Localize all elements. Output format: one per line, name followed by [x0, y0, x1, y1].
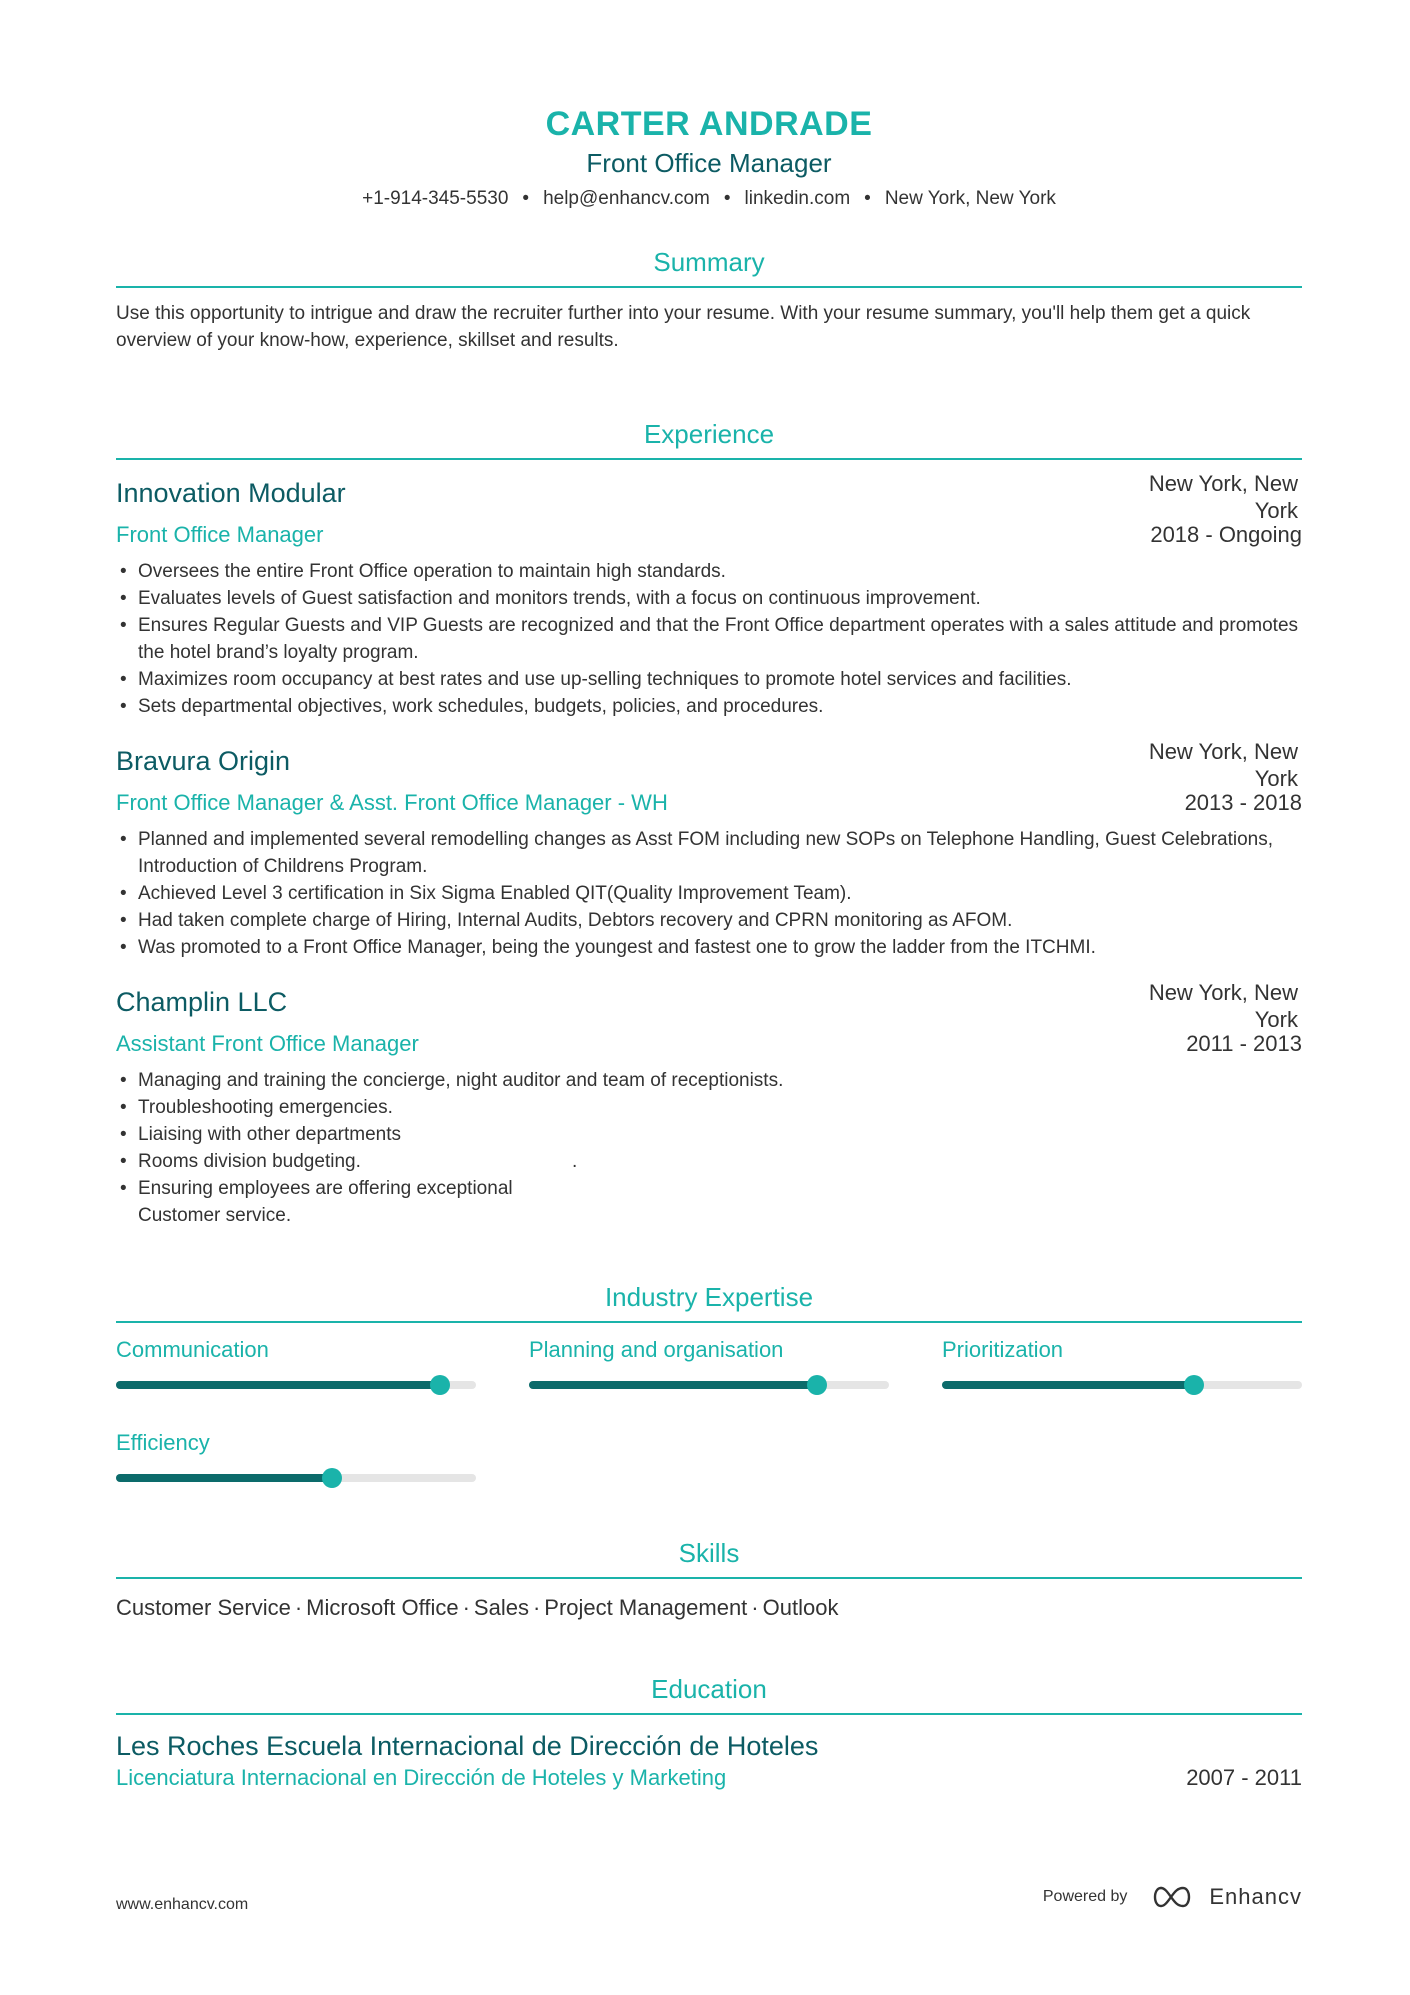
education-school: Les Roches Escuela Internacional de Dirección de Hoteles: [116, 1731, 819, 1761]
bullet-item: • Had taken complete charge of Hiring, Internal Audits, Debtors recovery and CPRN monitoring as AFOM.: [116, 907, 1302, 934]
bullet-item: • Sets departmental objectives, work schedules, budgets, policies, and procedures.: [116, 693, 1302, 720]
expertise-item: [116, 1335, 476, 1389]
separator-dot: ·: [294, 1595, 303, 1620]
expertise-bar-knob: [322, 1468, 342, 1488]
expertise-label: Planning and organisation: [529, 1337, 784, 1362]
expertise-grid: [116, 1323, 1302, 1493]
resume-page: [116, 0, 1302, 1795]
summary-section: [116, 246, 1302, 354]
bullet-item: • Managing and training the concierge, night auditor and team of receptionists.: [116, 1067, 1302, 1094]
job-entry: [116, 734, 1302, 961]
expertise-item: [116, 1428, 476, 1482]
job-entry: [116, 466, 1302, 720]
phone[interactable]: +1-914-345-5530: [362, 188, 509, 209]
summary-text: Use this opportunity to intrigue and draw the recruiter further into your resume. With your resume summary, you'll help them get a quick overview of your know-how, experience, skillset and results.: [116, 303, 1251, 351]
skills-section: [116, 1537, 1302, 1623]
job-bullets: [116, 558, 1302, 720]
section-divider: [116, 1713, 1302, 1715]
expertise-bar-fill: [116, 1474, 332, 1482]
skills-heading: Skills: [678, 1538, 740, 1568]
expertise-bar: [116, 1474, 476, 1482]
job-bullets: [116, 1067, 1302, 1229]
candidate-title: Front Office Manager: [586, 148, 832, 178]
bullet-item: • Rooms division budgeting. .: [116, 1148, 1302, 1175]
job-entry: [116, 975, 1302, 1229]
footer-branding: [1043, 1884, 1302, 1910]
bullet-item: • Troubleshooting emergencies.: [116, 1094, 1302, 1121]
location: New York, New York: [884, 188, 1056, 209]
expertise-label: Efficiency: [116, 1430, 210, 1455]
bullet-item: • Was promoted to a Front Office Manager, being the youngest and fastest one to grow the ladder from the ITCHMI.: [116, 934, 1302, 961]
skills-list: [116, 1593, 1302, 1623]
expertise-label: Communication: [116, 1337, 269, 1362]
resume-header: [116, 0, 1302, 212]
skill-tag: Microsoft Office: [306, 1595, 459, 1620]
bullet-item: • Oversees the entire Front Office operation to maintain high standards.: [116, 558, 1302, 585]
experience-heading: Experience: [643, 419, 775, 449]
skill-tag: Customer Service: [116, 1595, 291, 1620]
section-divider: [116, 286, 1302, 288]
footer-website-link[interactable]: www.enhancv.com: [116, 1896, 249, 1913]
expertise-section: [116, 1281, 1302, 1493]
contact-line: [116, 186, 1302, 212]
company-name: Innovation Modular: [116, 478, 346, 508]
separator-dot: ·: [532, 1595, 541, 1620]
job-bullets: [116, 826, 1302, 961]
job-role: Assistant Front Office Manager: [116, 1031, 419, 1056]
education-dates: 2007 - 2011: [1186, 1765, 1302, 1790]
bullet-item: • Achieved Level 3 certification in Six Sigma Enabled QIT(Quality Improvement Team).: [116, 880, 1302, 907]
education-section: [116, 1673, 1302, 1795]
expertise-label: Prioritization: [942, 1337, 1064, 1362]
job-dates: 2011 - 2013: [1186, 1031, 1302, 1056]
bullet-item: • Evaluates levels of Guest satisfaction and monitors trends, with a focus on continuous improvement.: [116, 585, 1302, 612]
job-location: New York, New York: [1148, 739, 1298, 791]
job-location: New York, New York: [1148, 980, 1298, 1032]
expertise-bar: [942, 1381, 1302, 1389]
expertise-bar-knob: [430, 1375, 450, 1395]
expertise-bar: [116, 1381, 476, 1389]
bullet-item: • Ensures Regular Guests and VIP Guests are recognized and that the Front Office department operates with a sales attitude and promotes the hotel brand’s loyalty program.: [116, 612, 1302, 666]
bullet-item: • Liaising with other departments: [116, 1121, 1302, 1148]
separator-dot: •: [723, 188, 731, 209]
expertise-bar-fill: [116, 1381, 440, 1389]
skill-tag: Outlook: [762, 1595, 839, 1620]
expertise-bar-fill: [942, 1381, 1194, 1389]
education-heading: Education: [651, 1674, 767, 1704]
company-name: Bravura Origin: [116, 746, 291, 776]
job-dates: 2018 - Ongoing: [1150, 522, 1302, 547]
candidate-name: CARTER ANDRADE: [545, 105, 873, 143]
brand-name: Enhancv: [1209, 1884, 1302, 1909]
skill-tag: Sales: [473, 1595, 529, 1620]
email-link[interactable]: help@enhancv.com: [543, 188, 710, 209]
company-name: Champlin LLC: [116, 987, 288, 1017]
separator-dot: ·: [462, 1595, 470, 1620]
bullet-item: • Ensuring employees are offering exceptional Customer service.: [116, 1175, 576, 1229]
separator-dot: •: [522, 188, 530, 209]
expertise-bar: [529, 1381, 889, 1389]
enhancv-logo-icon: [1151, 1884, 1199, 1910]
summary-heading: Summary: [653, 247, 765, 277]
expertise-heading: Industry Expertise: [604, 1282, 814, 1312]
powered-by-label: Powered by: [1042, 1888, 1128, 1905]
expertise-bar-knob: [807, 1375, 827, 1395]
skill-tag: Project Management: [544, 1595, 748, 1620]
expertise-bar-knob: [1184, 1375, 1204, 1395]
job-role: Front Office Manager: [116, 522, 324, 547]
job-role: Front Office Manager & Asst. Front Office Manager - WH: [116, 790, 668, 815]
expertise-bar-fill: [529, 1381, 817, 1389]
education-degree: Licenciatura Internacional en Dirección de Hoteles y Marketing: [116, 1765, 727, 1790]
expertise-item: [529, 1335, 889, 1389]
bullet-item: • Planned and implemented several remodelling changes as Asst FOM including new SOPs on Telephone Handling, Guest Celebrations, Introduction of Childrens Program.: [116, 826, 1302, 880]
section-divider: [116, 1577, 1302, 1579]
separator-dot: •: [864, 188, 871, 209]
separator-dot: ·: [751, 1595, 759, 1620]
section-divider: [116, 458, 1302, 460]
job-dates: 2013 - 2018: [1184, 790, 1302, 815]
expertise-item: [942, 1335, 1302, 1389]
experience-section: [116, 418, 1302, 1229]
linkedin-link[interactable]: linkedin.com: [744, 188, 851, 209]
bullet-item: • Maximizes room occupancy at best rates and use up-selling techniques to promote hotel services and facilities.: [116, 666, 1302, 693]
job-location: New York, New York: [1148, 471, 1298, 523]
